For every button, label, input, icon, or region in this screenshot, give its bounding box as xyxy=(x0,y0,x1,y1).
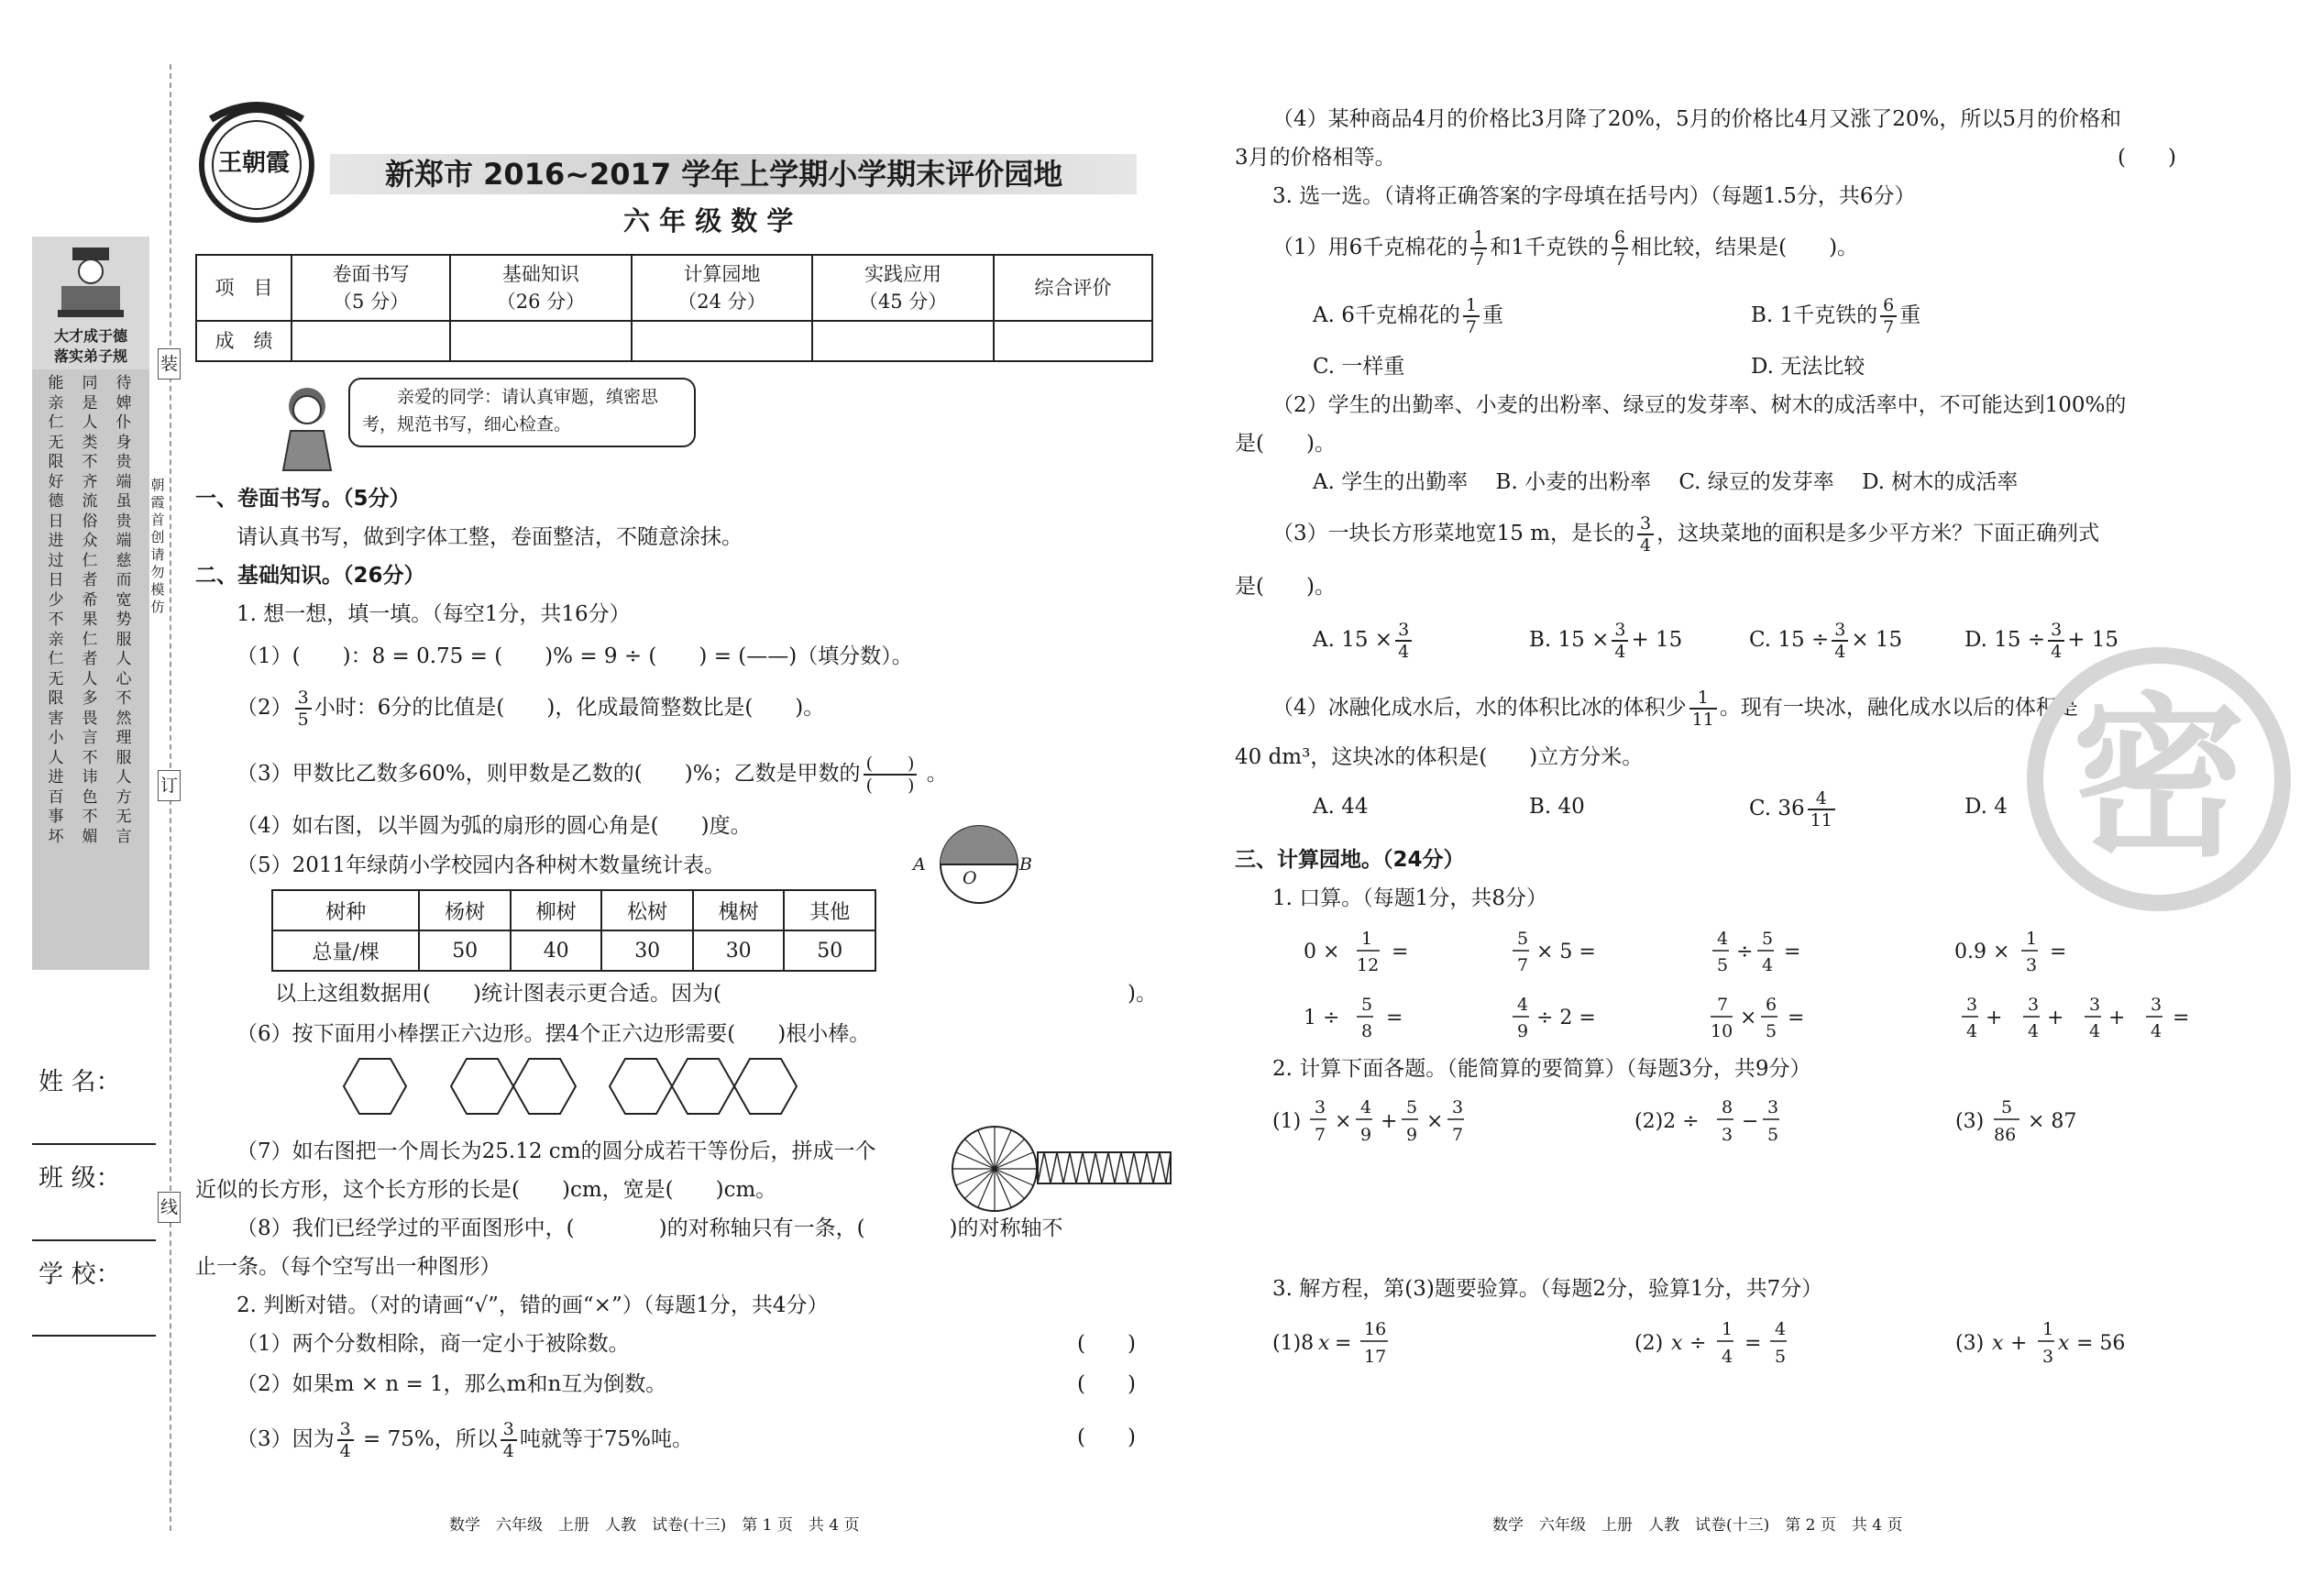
tree-header: 树种 xyxy=(272,890,419,930)
svg-text:x: x xyxy=(2058,1332,2070,1355)
option-3-4-d[interactable]: D. 4 xyxy=(1964,795,2008,819)
svg-text:(2)2 ÷: (2)2 ÷ xyxy=(1634,1110,1700,1133)
page-subtitle: 六 年 级 数 学 xyxy=(623,205,794,237)
question-2-2: （2）如果m × n = 1，那么m和n互为倒数。 xyxy=(237,1372,667,1396)
q3-1-a: （1）用6千克棉花的 xyxy=(1272,236,1469,259)
svg-text:(1)8: (1)8 xyxy=(1272,1332,1315,1355)
option-3-3-b[interactable]: B. 15 × $\frac{3}{4}$ + 15 xyxy=(1529,620,1683,662)
tree-header: 柳树 xyxy=(511,890,602,930)
svg-text:÷: ÷ xyxy=(1689,1332,1707,1355)
score-table xyxy=(195,254,1153,362)
section-3-title: 三、计算园地。（24分） xyxy=(1235,848,1465,872)
svg-text:5: 5 xyxy=(2001,1097,2013,1117)
svg-text:4: 4 xyxy=(2028,1021,2040,1041)
svg-text:÷: ÷ xyxy=(1736,941,1754,963)
question-3-3-line-2: 是( )。 xyxy=(1235,575,1336,599)
svg-text:3: 3 xyxy=(1722,1125,1733,1145)
oral-calc-expressions xyxy=(1293,921,2228,1050)
blank-fraction[interactable]: $\frac{( )}{( )}$ xyxy=(864,754,918,796)
motto-header xyxy=(32,237,149,369)
tree-value: 50 xyxy=(419,930,511,971)
svg-text:=: = xyxy=(1784,941,1801,963)
svg-text:−: − xyxy=(1742,1110,1759,1133)
question-2-heading: 2. 判断对错。（对的请画“√”，错的画“×”）（每题1分，共4分） xyxy=(237,1293,829,1317)
question-1-5-close: )。 xyxy=(1128,982,1157,1006)
question-1-4: （4）如右图，以半圆为弧的扇形的圆心角是( )度。 xyxy=(237,814,752,838)
option-3-1-b[interactable]: B. 1千克铁的 $\frac{6}{7}$ 重 xyxy=(1751,295,1921,337)
svg-text:÷ 2 =: ÷ 2 = xyxy=(1536,1007,1596,1029)
hexagon-sticks-figure xyxy=(325,1054,802,1128)
svg-text:5: 5 xyxy=(1762,929,1774,949)
svg-text:0.9 ×: 0.9 × xyxy=(1954,941,2010,963)
girl-illustration-icon xyxy=(270,380,344,472)
fraction-1-7: $\frac{1}{7}$ xyxy=(1463,295,1480,337)
svg-text:4: 4 xyxy=(2089,1021,2101,1041)
svg-text:4: 4 xyxy=(1966,1021,1978,1041)
answer-paren-2-1[interactable]: ( ) xyxy=(1077,1332,1136,1356)
approx-rectangle-figure xyxy=(1036,1150,1173,1187)
score-row-label: 成 绩 xyxy=(196,321,292,361)
svg-text:16: 16 xyxy=(1364,1319,1387,1339)
svg-text:1: 1 xyxy=(1361,929,1373,949)
tree-header: 槐树 xyxy=(693,890,785,930)
svg-text:1: 1 xyxy=(2026,929,2038,949)
svg-text:0 ×: 0 × xyxy=(1304,941,1340,963)
motto-column-b: 同是人类不齐流俗众仁者希果仁者人多畏言不讳色不媚 xyxy=(82,374,98,846)
svg-text:4: 4 xyxy=(1762,955,1774,975)
svg-text:86: 86 xyxy=(1994,1125,2017,1145)
question-3-3-line-1: （3）一块长方形菜地宽15 m，是长的 $\frac{3}{4}$ ，这块菜地的面积是多少平方米？下面正确列式 xyxy=(1272,513,2100,556)
tree-value: 50 xyxy=(784,930,875,971)
question-3-4-line-1: （4）冰融化成水后，水的体积比冰的体积少 $\frac{1}{11}$ 。现有一块冰，融化成水以后的体积是 xyxy=(1272,688,2078,730)
motto-column-c: 待婢仆身贵端虽贵端慈而宽势服人心不然理服人方无言 xyxy=(116,374,132,846)
motto-column-a: 能亲仁无限好德日进过日少不亲仁无限害小人进百事坏 xyxy=(48,374,64,846)
calc-3-heading: 3. 解方程，第(3)题要验算。（每题2分，验算1分，共7分） xyxy=(1272,1277,1823,1301)
svg-text:9: 9 xyxy=(1517,1021,1529,1041)
svg-text:=: = xyxy=(1386,1007,1403,1029)
question-1-2 xyxy=(237,688,824,730)
binding-note: 朝霞首创 请勿模仿 xyxy=(150,477,179,615)
svg-text:= 56: = 56 xyxy=(2076,1332,2126,1355)
svg-text:×: × xyxy=(1335,1110,1352,1133)
score-cell[interactable] xyxy=(292,321,450,361)
calc-2-heading: 2. 计算下面各题。（能简算的要简算）（每题3分，共9分） xyxy=(1272,1057,1811,1081)
svg-text:1: 1 xyxy=(1722,1319,1733,1339)
fraction-6-7: $\frac{6}{7}$ xyxy=(1612,227,1628,270)
left-footer: 数学 六年级 上册 人教 试卷(十三) 第 1 页 共 4 页 xyxy=(449,1516,860,1535)
svg-text:7: 7 xyxy=(1315,1125,1326,1145)
semicircle-figure xyxy=(924,819,1034,910)
svg-text:1 ÷: 1 ÷ xyxy=(1304,1007,1340,1029)
score-header-practice: 实践应用 （45 分） xyxy=(812,255,994,321)
fraction-3-5: $\frac{3}{5}$ xyxy=(295,688,312,730)
question-1-6: （6）按下面用小棒摆正六边形。摆4个正六边形需要( )根小棒。 xyxy=(237,1022,871,1046)
option-3-1-d[interactable]: D. 无法比较 xyxy=(1751,355,1865,379)
svg-text:(2): (2) xyxy=(1634,1332,1664,1355)
class-label: 班 级： xyxy=(39,1164,121,1193)
point-a-label: A xyxy=(913,854,926,875)
svg-text:7: 7 xyxy=(1717,995,1729,1015)
score-cell[interactable] xyxy=(994,321,1152,361)
name-label: 姓 名： xyxy=(39,1068,121,1096)
question-1-1: （1）( )：8 = 0.75 = ( )% = 9 ÷ ( ) = (——)（填分数）。 xyxy=(237,644,913,668)
svg-text:5: 5 xyxy=(1406,1097,1418,1117)
tree-header: 杨树 xyxy=(419,890,511,930)
fraction-1-7: $\frac{1}{7}$ xyxy=(1470,227,1487,270)
svg-text:17: 17 xyxy=(1364,1347,1387,1367)
fraction-3-4: $\frac{3}{4}$ xyxy=(337,1419,354,1461)
score-header-item: 项 目 xyxy=(196,255,292,321)
svg-text:3: 3 xyxy=(2028,995,2040,1015)
svg-text:(3): (3) xyxy=(1955,1332,1985,1355)
svg-text:x: x xyxy=(1992,1332,2004,1355)
svg-text:9: 9 xyxy=(1406,1125,1418,1145)
option-3-4-b[interactable]: B. 40 xyxy=(1529,795,1585,819)
point-b-label: B xyxy=(1019,854,1032,875)
svg-text:10: 10 xyxy=(1711,1021,1733,1041)
svg-text:5: 5 xyxy=(1361,995,1373,1015)
svg-text:3: 3 xyxy=(2042,1347,2054,1367)
question-3-1 xyxy=(1272,227,1858,270)
question-1-8-line-2: 止一条。（每个空写出一种图形） xyxy=(195,1255,501,1279)
question-1-5: （5）2011年绿荫小学校园内各种树木数量统计表。 xyxy=(237,853,726,877)
svg-text:5: 5 xyxy=(1766,1021,1777,1041)
question-2-3 xyxy=(237,1419,693,1461)
q3-1-c: 相比较，结果是( )。 xyxy=(1631,236,1859,259)
svg-text:5: 5 xyxy=(1517,929,1529,949)
svg-text:7: 7 xyxy=(1517,955,1529,975)
stamp-text: 密 xyxy=(2071,677,2247,880)
tree-value: 40 xyxy=(511,930,602,971)
tree-value: 30 xyxy=(693,930,785,971)
name-field[interactable] xyxy=(32,1143,156,1145)
score-cell[interactable] xyxy=(632,321,813,361)
svg-text:(3): (3) xyxy=(1955,1110,1985,1133)
svg-text:3: 3 xyxy=(1966,995,1978,1015)
point-o-label: O xyxy=(963,868,977,888)
svg-text:4: 4 xyxy=(1360,1097,1372,1117)
tree-count-table xyxy=(271,889,876,972)
svg-text:3: 3 xyxy=(1452,1097,1464,1117)
answer-paren-2-2[interactable]: ( ) xyxy=(1077,1372,1136,1396)
question-3-4-line-2: 40 dm³，这块冰的体积是( )立方分米。 xyxy=(1235,745,1644,769)
scholar-icon xyxy=(54,242,127,325)
score-header-overall: 综合评价 xyxy=(994,255,1152,321)
svg-text:4: 4 xyxy=(1722,1347,1733,1367)
question-1-heading: 1. 想一想，填一填。（每空1分，共16分） xyxy=(237,602,631,626)
svg-text:8: 8 xyxy=(1361,1021,1373,1041)
svg-text:3: 3 xyxy=(1767,1097,1779,1117)
option-3-3-d[interactable]: D. 15 ÷ $\frac{3}{4}$ + 15 xyxy=(1964,620,2119,662)
binding-mark-ding: 订 xyxy=(158,770,181,801)
school-label: 学 校： xyxy=(39,1260,121,1289)
svg-text:5: 5 xyxy=(1767,1125,1779,1145)
fraction-6-7: $\frac{6}{7}$ xyxy=(1880,295,1897,337)
options-3-2[interactable]: A. 学生的出勤率 B. 小麦的出粉率 C. 绿豆的发芽率 D. 树木的成活率 xyxy=(1313,470,2019,494)
svg-text:=: = xyxy=(1335,1332,1352,1355)
calc-1-heading: 1. 口算。（每题1分，共8分） xyxy=(1272,886,1548,910)
svg-text:4: 4 xyxy=(1717,929,1729,949)
question-3-2-line-1: （2）学生的出勤率、小麦的出粉率、绿豆的发芽率、树木的成活率中，不可能达到100%的 xyxy=(1272,393,2127,417)
svg-text:(1): (1) xyxy=(1272,1110,1302,1133)
svg-text:4: 4 xyxy=(1775,1319,1787,1339)
svg-text:=: = xyxy=(1744,1332,1762,1355)
q2-3-suffix: 吨就等于75%吨。 xyxy=(519,1427,693,1451)
svg-text:5: 5 xyxy=(1775,1347,1787,1367)
svg-text:4: 4 xyxy=(2151,1021,2162,1041)
tree-header: 其他 xyxy=(784,890,875,930)
svg-text:6: 6 xyxy=(1766,995,1777,1015)
option-3-1-c[interactable]: C. 一样重 xyxy=(1313,355,1405,379)
q1-2-text: 小时：6分的比值是( )，化成最简整数比是( )。 xyxy=(314,696,825,720)
score-header-calc: 计算园地 （24 分） xyxy=(632,255,813,321)
svg-text:8: 8 xyxy=(1722,1097,1733,1117)
svg-text:3: 3 xyxy=(2089,995,2101,1015)
motto-line-1: 大才成于德 xyxy=(53,327,127,345)
question-2-4-line-2: 3月的价格相等。 xyxy=(1235,146,1396,170)
question-3-2-line-2: 是( )。 xyxy=(1235,432,1336,456)
circle-sectors-figure xyxy=(949,1123,1040,1215)
score-cell[interactable] xyxy=(450,321,632,361)
svg-text:=: = xyxy=(2173,1007,2190,1029)
sidebar-motto-panel xyxy=(32,237,149,970)
q1-3-text: （3）甲数比乙数多60%，则甲数是乙数的( )%；乙数是甲数的 xyxy=(237,762,861,786)
option-3-3-c[interactable]: C. 15 ÷ $\frac{3}{4}$ × 15 xyxy=(1749,620,1903,662)
svg-text:5: 5 xyxy=(1717,955,1729,975)
page-title: 新郑市 2016~2017 学年上学期小学期末评价园地 xyxy=(385,157,1063,192)
svg-text:=: = xyxy=(1392,941,1409,963)
svg-text:12: 12 xyxy=(1357,955,1380,975)
class-field[interactable] xyxy=(32,1239,156,1241)
q3-1-b: 和1千克铁的 xyxy=(1490,236,1610,259)
option-3-4-c[interactable]: C. 36 $\frac{4}{11}$ xyxy=(1749,788,1838,831)
motto-line-2: 落实弟子规 xyxy=(53,347,127,365)
svg-text:+: + xyxy=(1381,1110,1398,1133)
svg-text:×: × xyxy=(1426,1110,1444,1133)
tree-value: 30 xyxy=(601,930,693,971)
svg-text:=: = xyxy=(2050,941,2067,963)
question-1-7-line-1: （7）如右图把一个周长为25.12 cm的圆分成若干等份后，拼成一个 xyxy=(237,1139,876,1163)
logo-text: 王朝霞 xyxy=(218,149,291,177)
question-2-4-line-1: （4）某种商品4月的价格比3月降了20%，5月的价格比4月又涨了20%，所以5月的价格和 xyxy=(1272,107,2122,131)
option-3-1-a[interactable]: A. 6千克棉花的 $\frac{1}{7}$ 重 xyxy=(1313,295,1503,337)
q2-3-prefix: （3）因为 xyxy=(237,1427,335,1451)
svg-text:+: + xyxy=(2108,1007,2126,1029)
section-1-title: 一、卷面书写。（5分） xyxy=(195,487,411,511)
svg-text:7: 7 xyxy=(1452,1125,1464,1145)
equation-expressions xyxy=(1272,1313,2207,1377)
svg-text:× 5 =: × 5 = xyxy=(1536,941,1596,963)
binding-mark-zhuang: 装 xyxy=(158,348,181,380)
tree-value: 总量/棵 xyxy=(272,930,419,971)
option-3-3-a[interactable]: A. 15 × $\frac{3}{4}$ xyxy=(1313,620,1414,662)
q1-2-prefix: （2） xyxy=(237,696,292,720)
svg-text:4: 4 xyxy=(1517,995,1529,1015)
svg-text:3: 3 xyxy=(1315,1097,1326,1117)
svg-text:=: = xyxy=(1788,1007,1805,1029)
q2-3-mid: = 75%，所以 xyxy=(356,1427,498,1451)
speech-text: 亲爱的同学：请认真审题，缜密思考，规范书写，细心检查。 xyxy=(362,387,659,435)
question-1-5-followup: 以上这组数据用( )统计图表示更合适。因为( xyxy=(275,982,721,1006)
calc-2-expressions xyxy=(1272,1091,2207,1155)
svg-text:×: × xyxy=(1740,1007,1757,1029)
score-header-basic: 基础知识 （26 分） xyxy=(450,255,632,321)
svg-text:3: 3 xyxy=(2151,995,2162,1015)
section-1-body: 请认真书写，做到字体工整，卷面整洁，不随意涂抹。 xyxy=(237,525,743,549)
section-2-title: 二、基础知识。（26分） xyxy=(195,564,425,588)
fraction-3-4: $\frac{3}{4}$ xyxy=(501,1419,517,1461)
tree-header: 松树 xyxy=(601,890,693,930)
svg-text:3: 3 xyxy=(2026,955,2038,975)
svg-text:+: + xyxy=(1986,1007,2003,1029)
fraction-1-11: $\frac{1}{11}$ xyxy=(1689,688,1717,730)
school-field[interactable] xyxy=(32,1335,156,1337)
score-cell[interactable] xyxy=(812,321,994,361)
binding-mark-xian: 线 xyxy=(158,1192,181,1223)
svg-text:+: + xyxy=(2010,1332,2028,1355)
svg-text:1: 1 xyxy=(2042,1319,2054,1339)
svg-text:x: x xyxy=(1671,1332,1683,1355)
question-1-8-line-1: （8）我们已经学过的平面图形中，( )的对称轴只有一条，( )的对称轴不 xyxy=(237,1216,1063,1240)
question-1-3: （3）甲数比乙数多60%，则甲数是乙数的( )%；乙数是甲数的 $\frac{( )}{( )}$ 。 xyxy=(237,754,948,796)
fraction-3-4: $\frac{3}{4}$ xyxy=(1637,513,1654,556)
answer-paren-2-4[interactable]: ( ) xyxy=(2118,146,2176,170)
answer-paren-2-3[interactable]: ( ) xyxy=(1077,1425,1136,1449)
svg-text:9: 9 xyxy=(1360,1125,1372,1145)
question-2-1: （1）两个分数相除，商一定小于被除数。 xyxy=(237,1332,630,1356)
score-header-writing: 卷面书写 （5 分） xyxy=(292,255,450,321)
svg-text:x: x xyxy=(1318,1332,1330,1355)
question-1-7-line-2: 近似的长方形，这个长方形的长是( )cm，宽是( )cm。 xyxy=(195,1178,777,1202)
right-footer: 数学 六年级 上册 人教 试卷(十三) 第 2 页 共 4 页 xyxy=(1492,1516,1903,1535)
svg-text:+: + xyxy=(2047,1007,2064,1029)
question-3-heading: 3. 选一选。（请将正确答案的字母填在括号内）（每题1.5分，共6分） xyxy=(1272,184,1916,208)
confidential-stamp-icon xyxy=(2021,642,2296,917)
option-3-4-a[interactable]: A. 44 xyxy=(1313,795,1369,819)
svg-text:× 87: × 87 xyxy=(2028,1110,2077,1133)
